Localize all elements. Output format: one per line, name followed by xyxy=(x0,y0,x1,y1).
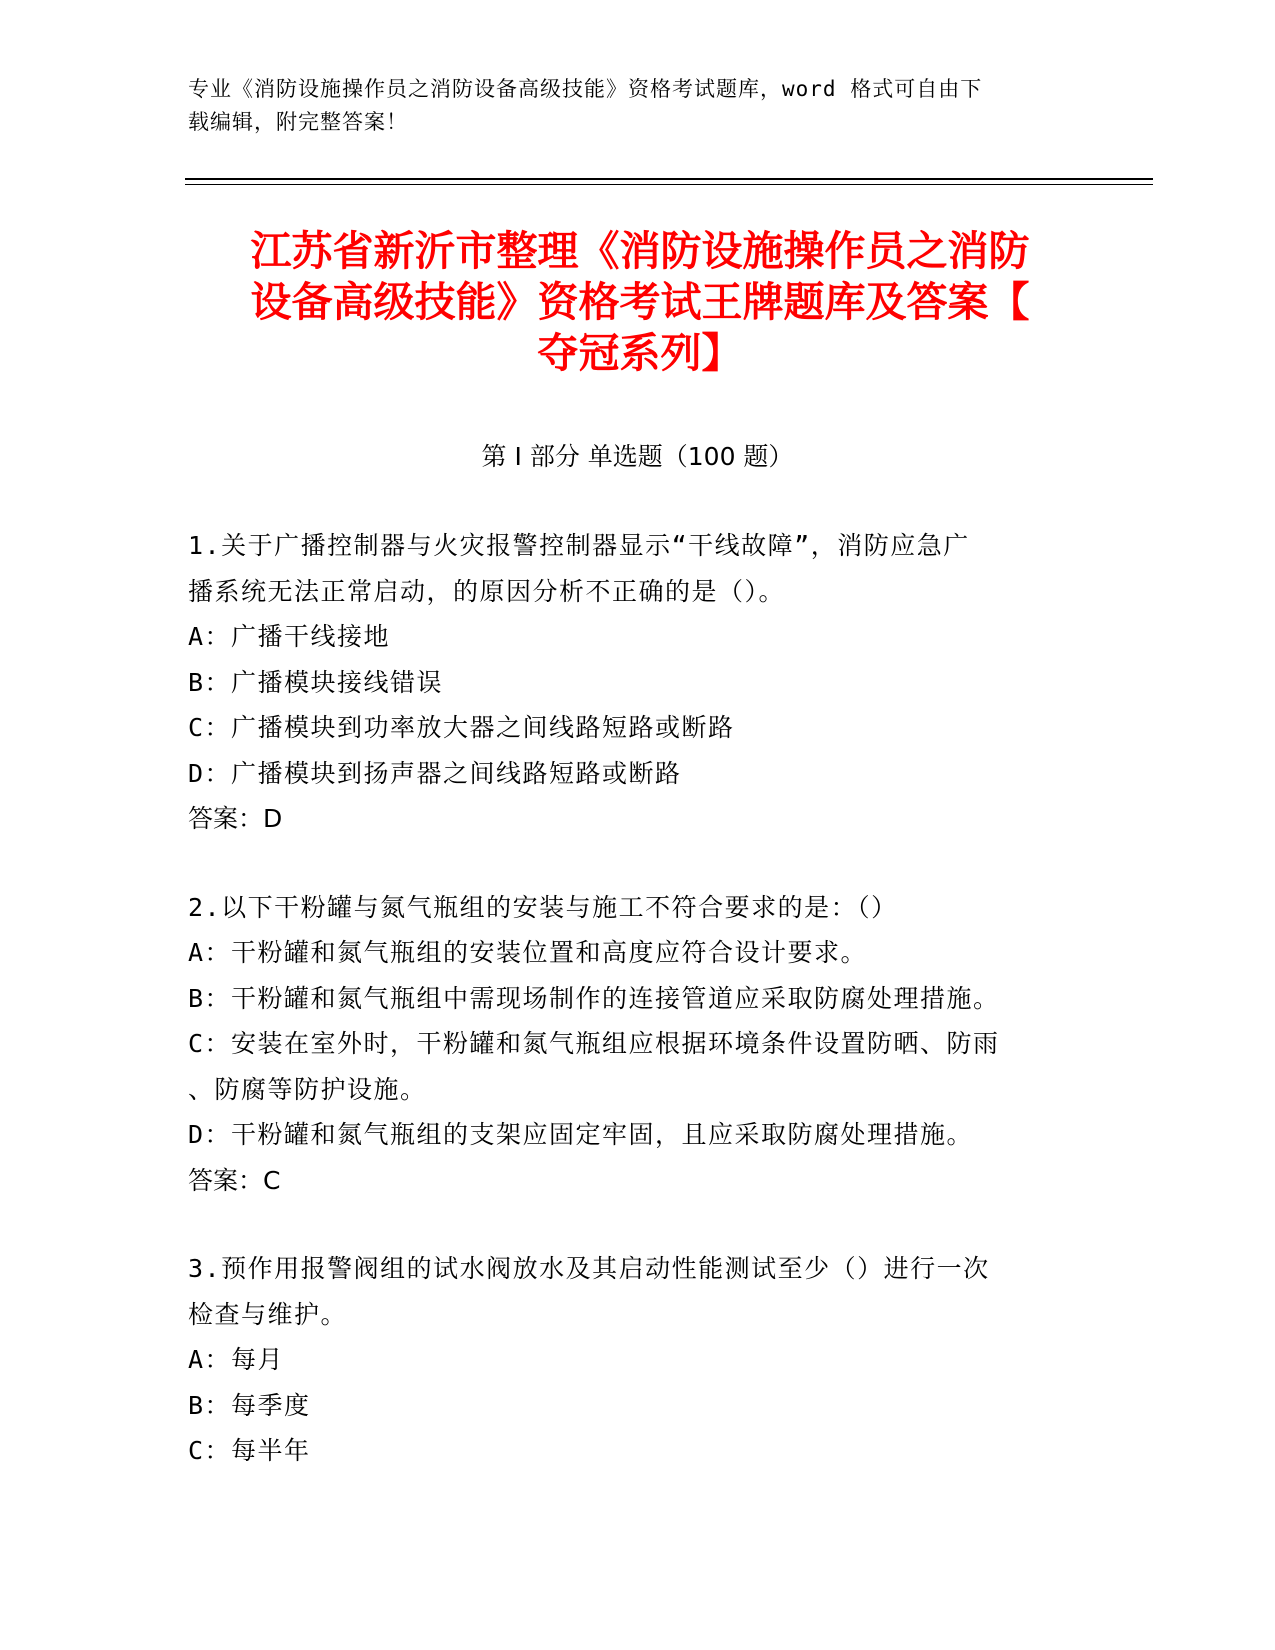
question-item xyxy=(188,885,1088,1204)
option-d: D：广播模块到扬声器之间线路短路或断路 xyxy=(188,758,682,788)
header-note-line: 载编辑，附完整答案！ xyxy=(188,110,408,134)
answer-line: 答案：D xyxy=(188,804,283,833)
option-d: D：干粉罐和氮气瓶组的支架应固定牢固，且应采取防腐处理措施。 xyxy=(188,1120,974,1149)
header-divider-thin xyxy=(185,184,1153,185)
header-note xyxy=(188,73,1088,139)
question-list xyxy=(188,523,1088,1517)
section-heading: 第 I 部分 单选题（100 题） xyxy=(481,442,794,471)
question-stem: 3.预作用报警阀组的试水阀放水及其启动性能测试至少（）进行一次 xyxy=(188,1254,990,1283)
option-c-continued: 、防腐等防护设施。 xyxy=(188,1074,427,1104)
answer-line: 答案：C xyxy=(188,1165,281,1195)
option-a: A：干粉罐和氮气瓶组的安装位置和高度应符合设计要求。 xyxy=(188,938,868,967)
question-stem: 播系统无法正常启动，的原因分析不正确的是（）。 xyxy=(188,576,786,606)
option-a: A：广播干线接地 xyxy=(188,622,391,651)
question-item xyxy=(188,523,1088,842)
document-title xyxy=(190,226,1090,379)
option-c: C：广播模块到功率放大器之间线路短路或断路 xyxy=(188,713,735,742)
option-b: B：每季度 xyxy=(188,1390,311,1420)
question-stem: 检查与维护。 xyxy=(188,1299,348,1329)
question-stem: 2.以下干粉罐与氮气瓶组的安装与施工不符合要求的是：（） xyxy=(188,892,898,922)
option-b: B：广播模块接线错误 xyxy=(188,667,444,697)
header-note-line: 专业《消防设施操作员之消防设备高级技能》资格考试题库，word 格式可自由下 xyxy=(188,77,983,101)
option-a: A：每月 xyxy=(188,1345,285,1374)
question-item xyxy=(188,1246,1088,1474)
option-c: C：安装在室外时，干粉罐和氮气瓶组应根据环境条件设置防晒、防雨 xyxy=(188,1029,1000,1058)
option-b: B：干粉罐和氮气瓶组中需现场制作的连接管道应采取防腐处理措施。 xyxy=(188,983,1000,1013)
title-line: 江苏省新沂市整理《消防设施操作员之消防 xyxy=(250,227,1030,275)
title-line: 夺冠系列】 xyxy=(537,329,743,377)
option-c: C：每半年 xyxy=(188,1436,311,1465)
title-line: 设备高级技能》资格考试王牌题库及答案【 xyxy=(250,278,1030,326)
question-stem: 1.关于广播控制器与火灾报警控制器显示“干线故障”，消防应急广 xyxy=(188,531,970,560)
header-divider-thick xyxy=(185,178,1153,180)
